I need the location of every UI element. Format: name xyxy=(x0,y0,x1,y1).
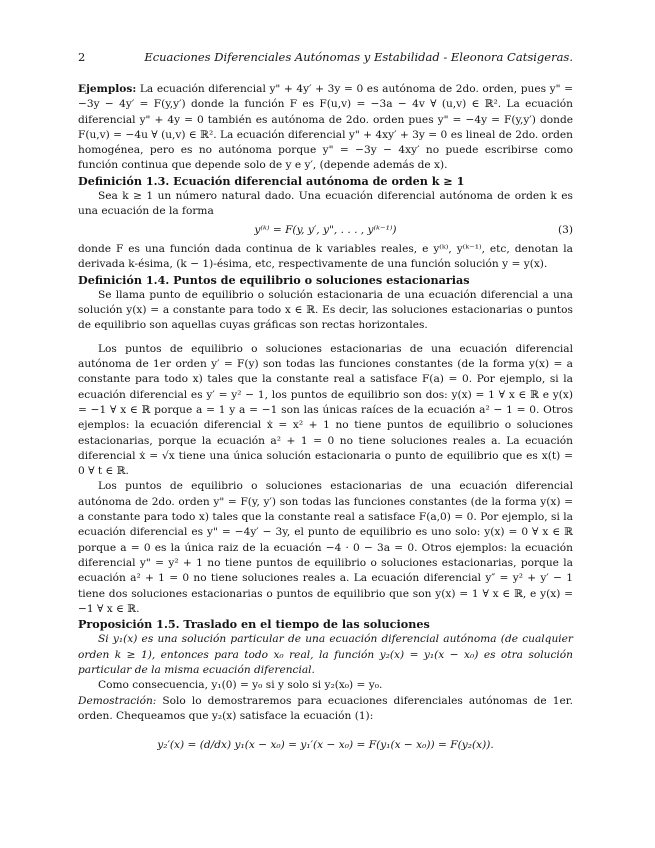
equation-3-number: (3) xyxy=(557,223,573,236)
definition-1-3-intro: Sea k ≥ 1 un número natural dado. Una ecuación diferencial autónoma de orden k es una ecuación de la forma xyxy=(78,190,573,218)
examples-paragraph xyxy=(78,82,573,174)
running-title: Ecuaciones Diferenciales Autónomas y Estabilidad - Eleonora Catsigeras. xyxy=(144,50,573,64)
definition-1-3-after: donde F es una función dada continua de k variables reales, e y⁽ᵏ⁾, y⁽ᵏ⁻¹⁾, etc, denotan la derivada k-ésima, (k − 1)-ésima, etc, respectivamente de una función solución y = y(x). xyxy=(78,242,573,271)
proof-paragraph xyxy=(78,694,573,725)
proposition-1-5-heading: Proposición 1.5. Traslado en el tiempo de las soluciones xyxy=(78,617,430,632)
equilibrium-second-order-paragraph: Los puntos de equilibrio o soluciones estacionarias de una ecuación diferencial autónoma de 2do. orden y" = F(y, y′) son todas las funciones constantes (de la forma y(x) = a constante para todo x) tales que la constante real a satisface F(a,0) = 0. Por ejemplo, si la ecuación diferencial es y" = −4y′ − 3y, el punto de equilibrio es uno solo: y(x) = 0 ∀ x ∈ ℝ porque a = 0 es la única raiz de la ecuación −4 · 0 − 3a = 0. Otros ejemplos: la ecuación diferencial y" = y² + 1 no tiene puntos de equilibrio o soluciones estacionarias, porque la ecuación a² + 1 = 0 no tiene soluciones reales a. La ecuación diferencial y″ = y² + y′ − 1 tiene dos soluciones estacionarias o puntos de equilibrio que son y(x) = 1 ∀ x ∈ ℝ, e y(x) = −1 ∀ x ∈ ℝ. xyxy=(78,480,573,615)
definition-1-3-heading: Definición 1.3. Ecuación diferencial autónoma de orden k ≥ 1 xyxy=(78,173,465,188)
examples-text: La ecuación diferencial y" + 4y′ + 3y = 0 es autónoma de 2do. orden, pues y" = −3y − 4y′ = F(y,y′) donde la función F es F(u,v) = −3a − 4v ∀ (u,v) ∈ ℝ². La ecuación diferencial y" + 4y = 0 también es autónoma de 2do. orden pues y" = −4y = F(y,y′) donde F(u,v) = −4u ∀ (u,v) ∈ ℝ². La ecuación diferencial y" + 4xy′ + 3y = 0 es lineal de 2do. orden homogénea, pero es no autónoma porque y" = −3y − 4xy′ no puede escribirse como función continua que depende solo de y e y′, (depende además de x). xyxy=(78,83,573,172)
proof-text: Solo lo demostraremos para ecuaciones diferenciales autónomas de 1er. orden. Chequeamos que y₂(x) satisface la ecuación (1): xyxy=(78,694,573,722)
proposition-1-5-consequence: Como consecuencia, y₁(0) = y₀ si y solo si y₂(x₀) = y₀. xyxy=(98,679,383,692)
proposition-1-5-statement: Si y₁(x) es una solución particular de una ecuación diferencial autónoma (de cualquier orden k ≥ 1), entonces para todo x₀ real, la función y₂(x) = y₁(x − x₀) es otra solución particular de la misma ecuación diferencial. xyxy=(78,633,573,676)
equation-3 xyxy=(78,223,573,238)
page-body xyxy=(78,82,573,753)
proof-lead: Demostración: xyxy=(78,694,157,707)
definition-1-4-heading: Definición 1.4. Puntos de equilibrio o soluciones estacionarias xyxy=(78,272,470,287)
definition-1-4-text: Se llama punto de equilibrio o solución estacionaria de una ecuación diferencial a una solución y(x) = a constante para todo x ∈ ℝ. Es decir, las soluciones estacionarias o puntos de equilibrio son aquellas cuyas gráficas son rectas horizontales. xyxy=(78,288,573,332)
page-number: 2 xyxy=(78,50,86,64)
equation-3-body: y⁽ᵏ⁾ = F(y, y′, y", . . . , y⁽ᵏ⁻¹⁾) xyxy=(254,223,397,236)
examples-lead: Ejemplos: xyxy=(78,83,137,95)
equilibrium-first-order-paragraph: Los puntos de equilibrio o soluciones estacionarias de una ecuación diferencial autónoma de 1er orden y′ = F(y) son todas las funciones constantes (de la forma y(x) = a constante para todo x) tales que la constante real a satisface F(a) = 0. Por ejemplo, si la ecuación diferencial es y′ = y² − 1, los puntos de equilibrio son dos: y(x) = 1 ∀ x ∈ ℝ e y(x) = −1 ∀ x ∈ ℝ porque a = 1 y a = −1 son las únicas raíces de la ecuación a² − 1 = 0. Otros ejemplos: la ecuación diferencial ẋ = x² + 1 no tiene puntos de equilibrio o soluciones estacionarias, porque la ecuación a² + 1 = 0 no tiene soluciones reales a. La ecuación diferencial ẋ = √x tiene una única solución estacionaria o punto de equilibrio que es x(t) = 0 ∀ t ∈ ℝ. xyxy=(78,342,573,478)
proof-equation: y₂′(x) = (d/dx) y₁(x − x₀) = y₁′(x − x₀) = F(y₁(x − x₀)) = F(y₂(x)). xyxy=(157,739,494,752)
